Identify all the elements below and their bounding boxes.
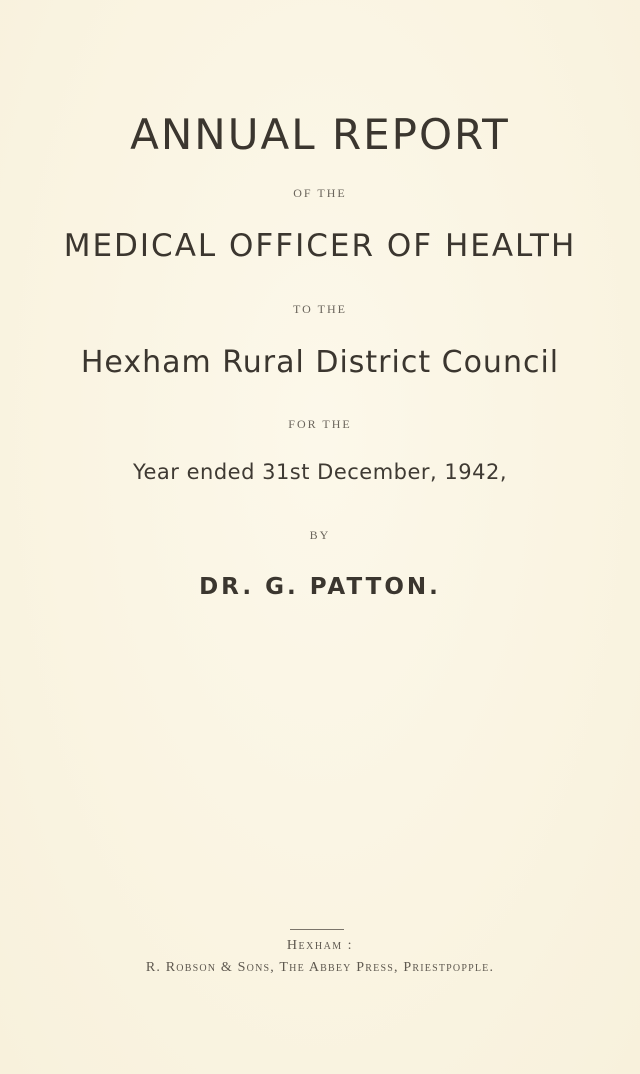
council-name: Hexham Rural District Council xyxy=(80,345,560,380)
imprint-divider xyxy=(290,929,344,930)
author-name: DR. G. PATTON. xyxy=(199,574,441,600)
imprint-printer: R. Robson & Sons, The Abbey Press, Priestpopple. xyxy=(145,960,495,975)
report-period: Year ended 31st December, 1942, xyxy=(132,460,508,484)
imprint-place: Hexham : xyxy=(286,938,354,953)
to-the-label: TO THE xyxy=(293,302,347,316)
report-title: ANNUAL REPORT xyxy=(130,110,510,159)
by-label: BY xyxy=(309,528,331,542)
for-the-label: FOR THE xyxy=(288,417,352,431)
office-heading: MEDICAL OFFICER OF HEALTH xyxy=(63,228,577,264)
of-the-label: OF THE xyxy=(293,186,347,200)
